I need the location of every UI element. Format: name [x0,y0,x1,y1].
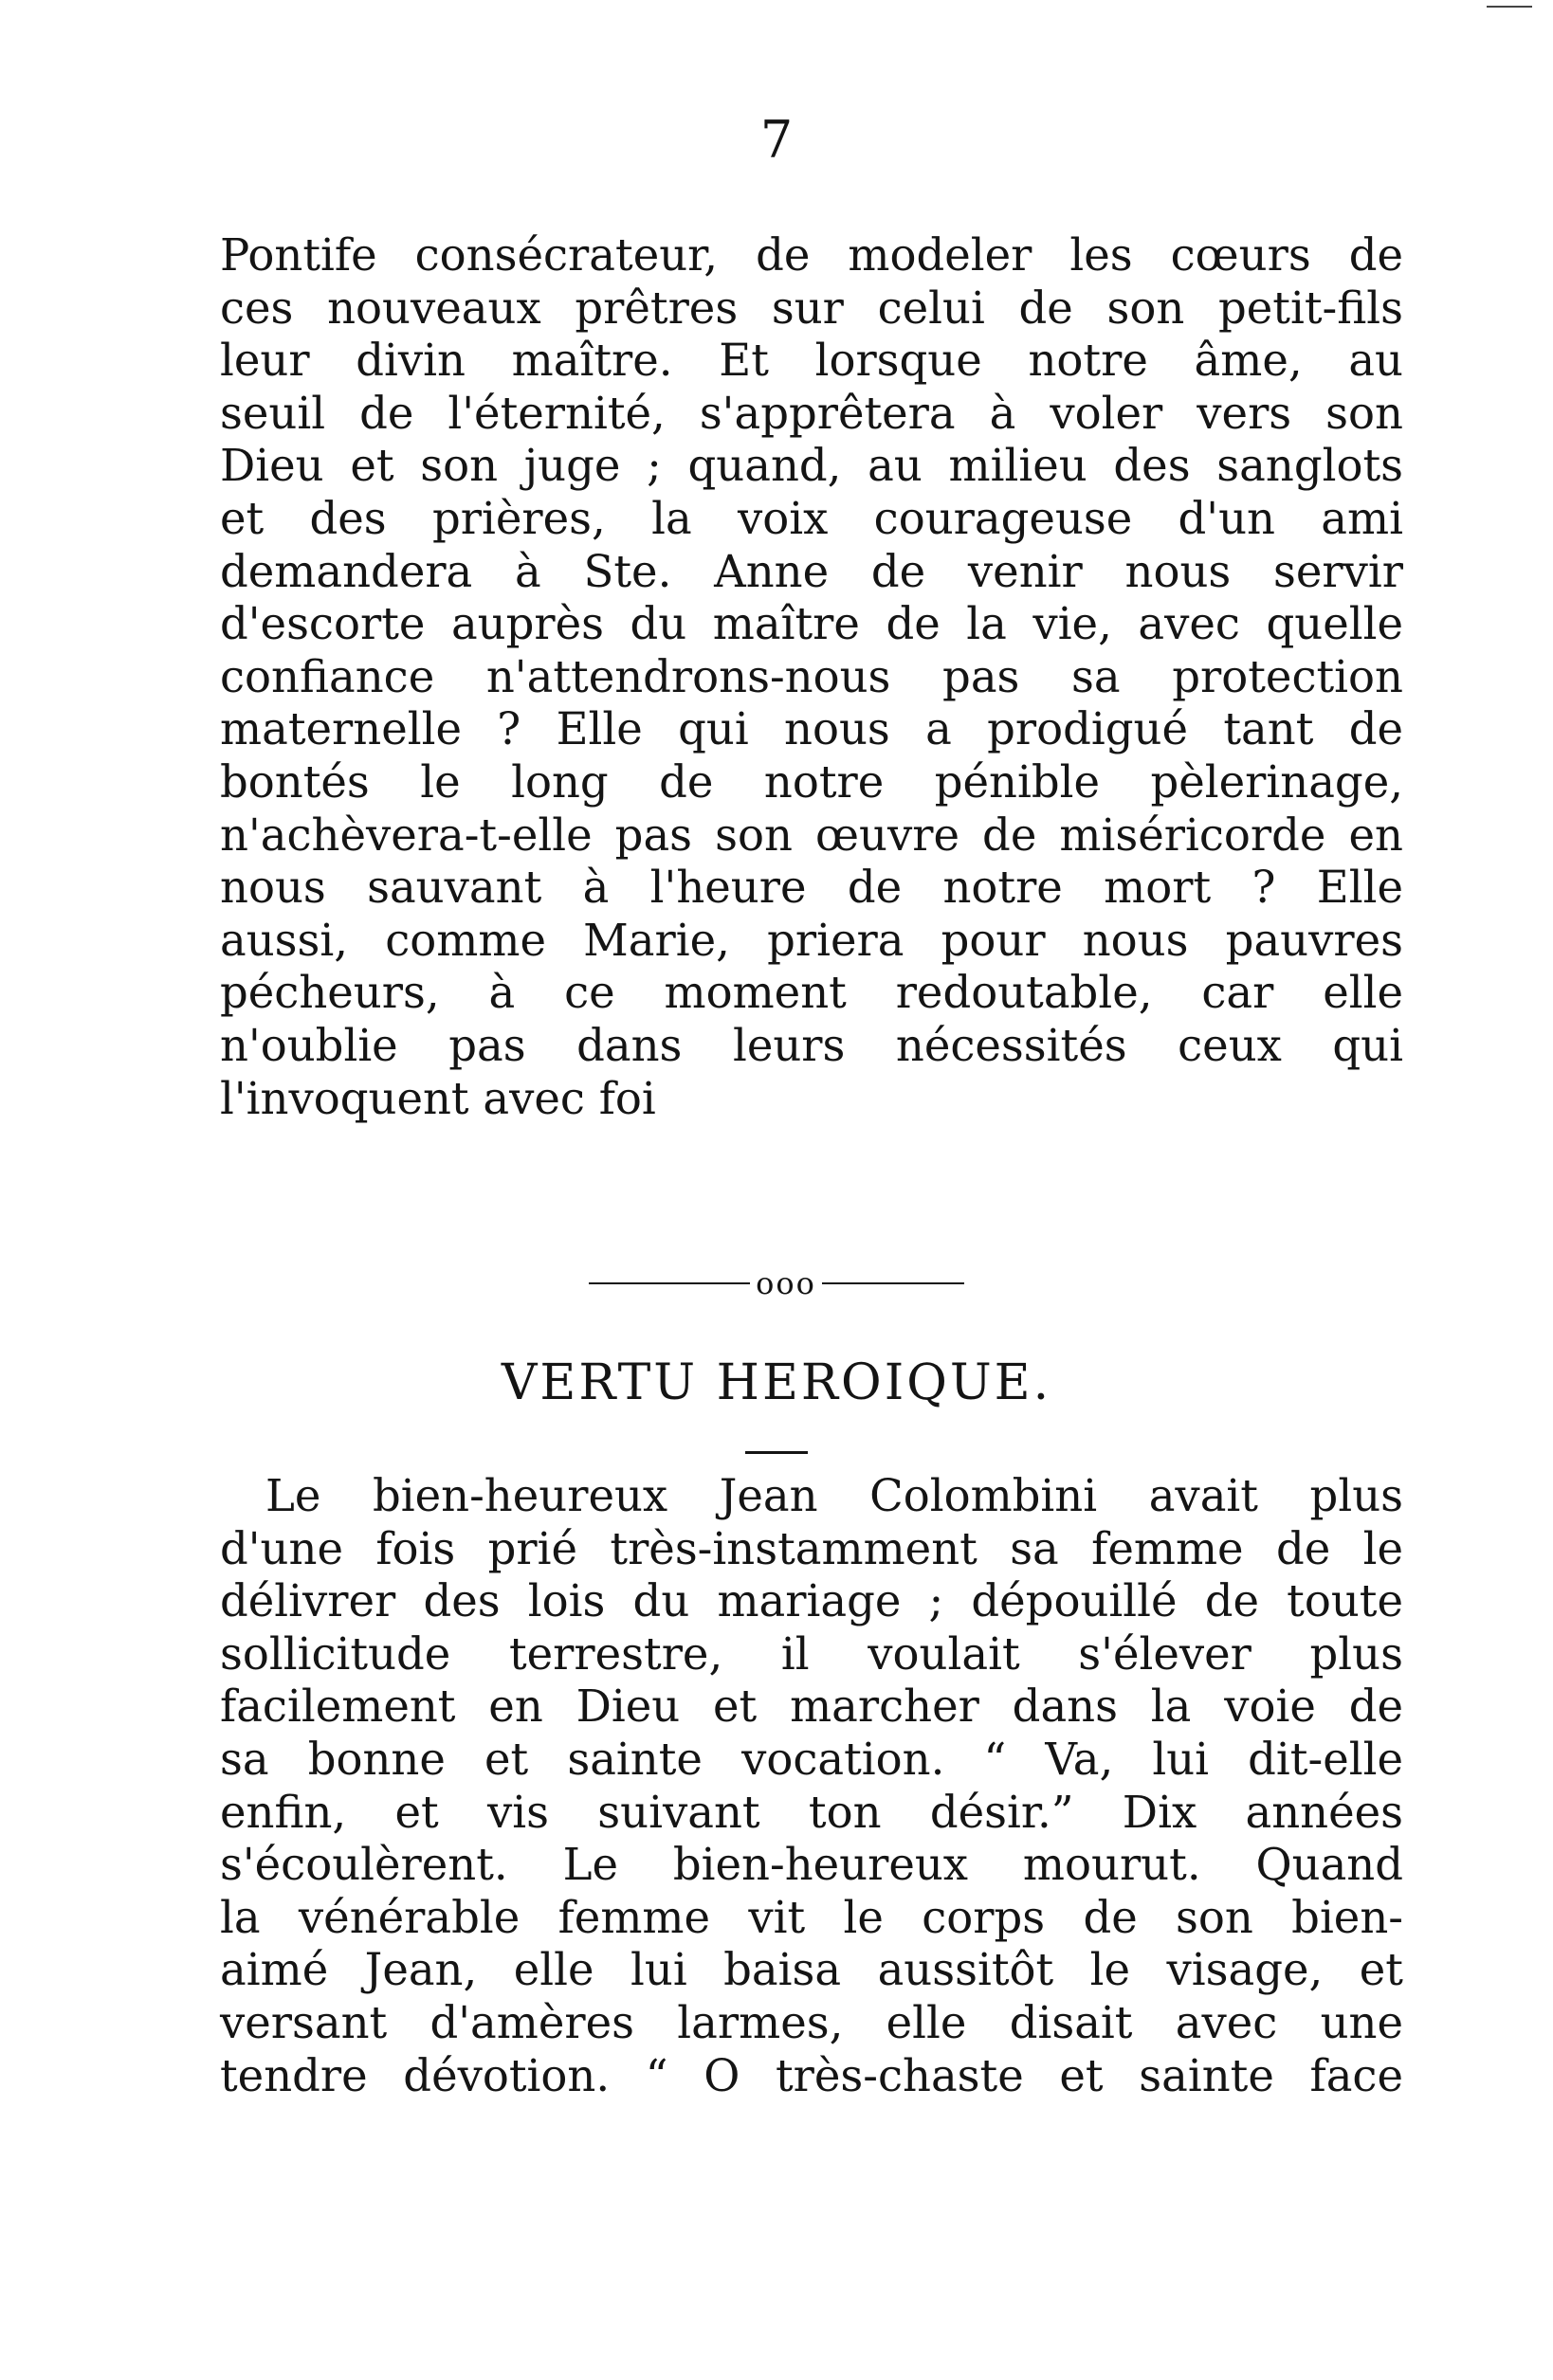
section-title: VERTU HEROIQUE. [501,1354,1052,1411]
text-line: tendre dévotion. “ O très-chaste et sainte face [220,2049,1403,2101]
text-line: Pontife consécrateur, de modeler les cœurs de [220,229,1403,281]
text-line: n'oublie pas dans leurs nécessités ceux qui [220,1019,1403,1071]
text-line: l'invoquent avec foi [220,1072,656,1124]
page-number: 7 [759,110,794,170]
text-line: confiance n'attendrons-nous pas sa protection [220,650,1403,702]
text-line: leur divin maître. Et lorsque notre âme, au [220,335,1403,387]
text-line: seuil de l'éternité, s'apprêtera à voler vers son [220,387,1403,439]
text-line: pécheurs, à ce moment redoutable, car elle [220,967,1403,1019]
text-line: aimé Jean, elle lui baisa aussitôt le visage, et [220,1944,1403,1996]
text-line: facilement en Dieu et marcher dans la voie de [220,1681,1403,1733]
text-line: bontés le long de notre pénible pèlerinage, [220,755,1403,808]
text-line: et des prières, la voix courageuse d'un ami [220,492,1403,544]
separator-rule-right [822,1282,964,1284]
paragraph-1 [220,229,1403,1125]
title-underline [745,1451,808,1454]
text-line: enfin, et vis suivant ton désir.” Dix années [220,1786,1403,1838]
scan-mark [1487,6,1532,8]
separator-ornament: ooo [756,1265,816,1301]
text-line: demandera à Ste. Anne de venir nous servir [220,545,1403,597]
separator-rule-left [589,1282,750,1284]
section-separator [0,1264,1553,1302]
text-line: ces nouveaux prêtres sur celui de son petit-fils [220,282,1403,334]
text-line: aussi, comme Marie, priera pour nous pauvres [220,914,1403,966]
text-line: Dieu et son juge ; quand, au milieu des sanglots [220,440,1403,492]
text-line: délivrer des lois du mariage ; dépouillé de toute [220,1575,1403,1627]
text-line: d'une fois prié très-instamment sa femme de le [220,1522,1403,1574]
text-line: versant d'amères larmes, elle disait avec une [220,1996,1403,2048]
text-line: n'achèvera-t-elle pas son œuvre de miséricorde en [220,808,1403,861]
text-line: s'écoulèrent. Le bien-heureux mourut. Quand [220,1839,1403,1891]
text-line: nous sauvant à l'heure de notre mort ? Elle [220,862,1403,914]
text-line: d'escorte auprès du maître de la vie, avec quelle [220,598,1403,650]
text-line: sollicitude terrestre, il voulait s'élever plus [220,1627,1403,1680]
text-line: maternelle ? Elle qui nous a prodigué tant de [220,703,1403,755]
text-line: sa bonne et sainte vocation. “ Va, lui dit-elle [220,1733,1403,1785]
text-line: la vénérable femme vit le corps de son bien- [220,1891,1403,1943]
paragraph-2 [220,1470,1403,2102]
text-line: Le bien-heureux Jean Colombini avait plus [265,1470,1403,1521]
